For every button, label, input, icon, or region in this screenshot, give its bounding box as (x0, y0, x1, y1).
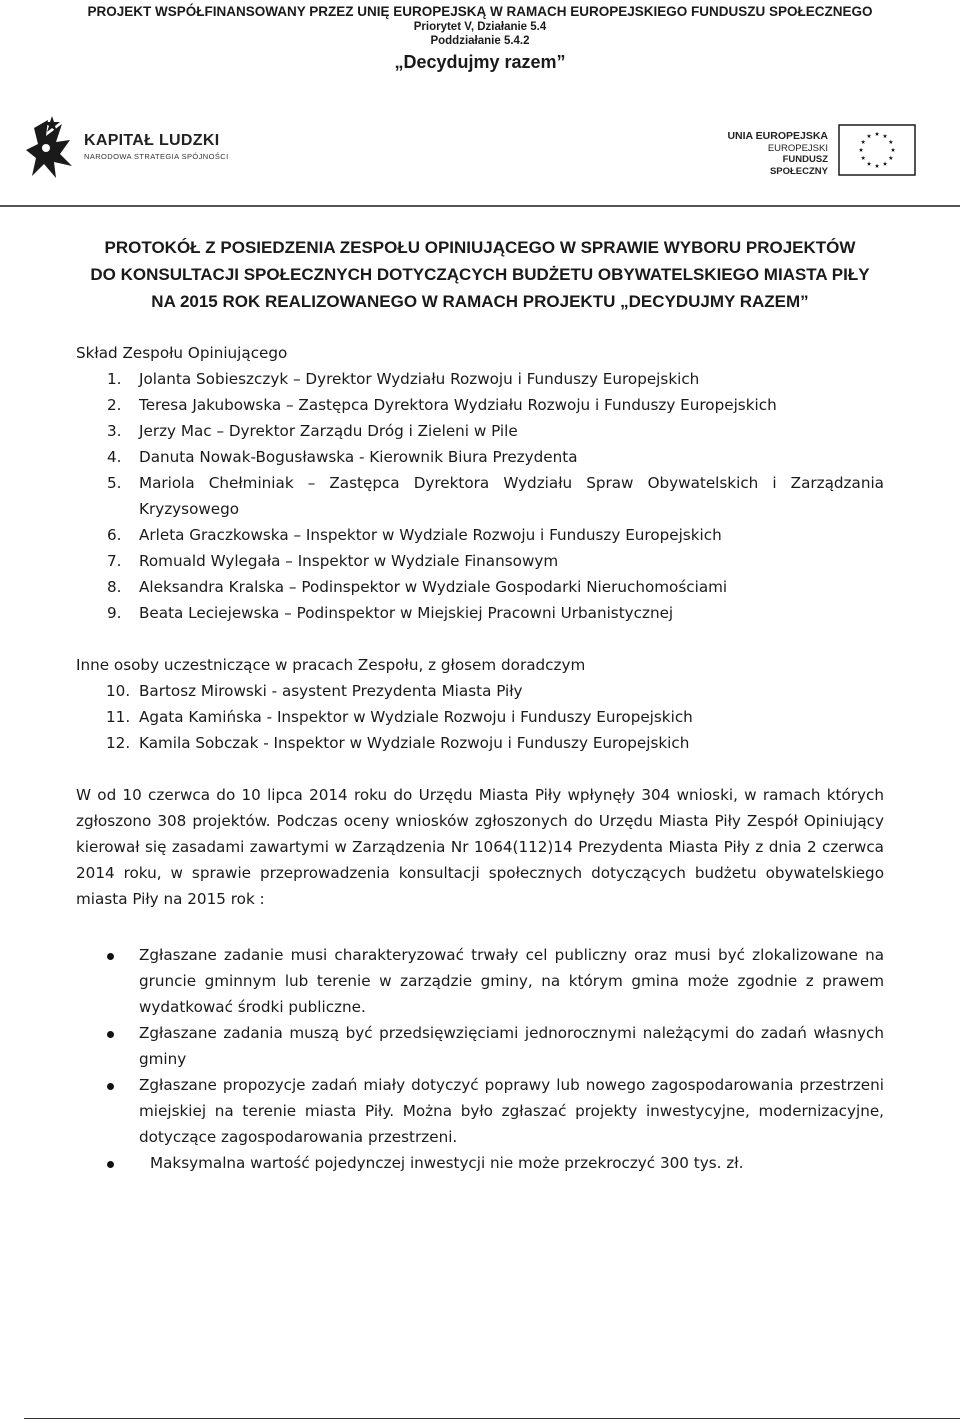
item-number: 4. (107, 448, 122, 466)
item-text: Arleta Graczkowska – Inspektor w Wydziale Rozwoju i Funduszy Europejskich (139, 526, 722, 544)
list-item (76, 366, 884, 392)
item-text: Zgłaszane zadanie musi charakteryzować trwały cel publiczny oraz musi być zlokalizowane na gruncie gminnym lub terenie w zarządzie gminy, na którym gmina może zgodnie z prawem wydatkować środki publiczne. (139, 946, 884, 1016)
item-text: Kamila Sobczak - Inspektor w Wydziale Rozwoju i Funduszy Europejskich (139, 734, 690, 752)
others-heading: Inne osoby uczestniczące w pracach Zespołu, z głosem doradczym (76, 656, 586, 674)
item-number: 12. (106, 734, 131, 752)
kapital-ludzki-name: KAPITAŁ LUDZKI (84, 132, 220, 149)
kapital-ludzki-logo (26, 112, 246, 180)
list-item (76, 942, 884, 1020)
header-divider (0, 205, 960, 207)
item-text: Teresa Jakubowska – Zastępca Dyrektora Wydziału Rozwoju i Funduszy Europejskich (139, 396, 777, 414)
list-item (76, 444, 884, 470)
item-text: Aleksandra Kralska – Podinspektor w Wydziale Gospodarki Nieruchomościami (139, 578, 728, 596)
composition-heading: Skład Zespołu Opiniującego (76, 344, 288, 362)
eu-fund-line2: FUNDUSZ SPOŁECZNY (769, 154, 828, 177)
item-text: Maksymalna wartość pojedynczej inwestycji nie może przekroczyć 300 tys. zł. (150, 1154, 744, 1172)
list-item (76, 730, 884, 756)
item-text: Romuald Wylegała – Inspektor w Wydziale Finansowym (139, 552, 559, 570)
item-number: 3. (107, 422, 122, 440)
document-title (60, 234, 900, 315)
title-line-3: NA 2015 ROK REALIZOWANEGO W RAMACH PROJEKTU „DECYDUJMY RAZEM” (151, 292, 809, 311)
others-list (76, 678, 884, 756)
item-number: 6. (107, 526, 122, 544)
item-text: Mariola Chełminiak – Zastępca Dyrektora Wydziału Spraw Obywatelskich i Zarządzania Kryzysowego (139, 474, 884, 518)
item-number: 11. (106, 708, 131, 726)
item-text: Bartosz Mirowski - asystent Prezydenta Miasta Piły (139, 682, 523, 700)
item-number: 7. (107, 552, 122, 570)
title-line-1: PROTOKÓŁ Z POSIEDZENIA ZESPOŁU OPINIUJĄCEGO W SPRAWIE WYBORU PROJEKTÓW (104, 238, 856, 257)
eu-flag-icon (838, 124, 916, 176)
funding-line: PROJEKT WSPÓŁFINANSOWANY PRZEZ UNIĘ EUROPEJSKĄ W RAMACH EUROPEJSKIEGO FUNDUSZU SPOŁECZNEGO (87, 4, 873, 19)
item-number: 8. (107, 578, 122, 596)
list-item (76, 418, 884, 444)
bullet-icon (107, 1031, 114, 1038)
item-text: Beata Leciejewska – Podinspektor w Miejskiej Pracowni Urbanistycznej (139, 604, 674, 622)
list-item (76, 522, 884, 548)
list-item (76, 1072, 884, 1150)
item-number: 9. (107, 604, 122, 622)
item-text: Agata Kamińska - Inspektor w Wydziale Rozwoju i Funduszy Europejskich (139, 708, 693, 726)
list-item (76, 678, 884, 704)
list-item (76, 392, 884, 418)
list-item (76, 548, 884, 574)
intro-paragraph: W od 10 czerwca do 10 lipca 2014 roku do Urzędu Miasta Piły wpłynęły 304 wnioski, w ramach których zgłoszono 308 projektów. Podczas oceny wniosków zgłoszonych do Urzędu Miasta Piły Zespół Opiniujący kierował się zasadami zawartymi w Zarządzenia Nr 1064(112)14 Prezydenta Miasta Piły z dnia 2 czerwca 2014 roku, w sprawie przeprowadzenia konsultacji społecznych dotyczących budżetu obywatelskiego miasta Piły na 2015 rok : (76, 786, 884, 908)
list-item (76, 574, 884, 600)
item-text: Zgłaszane zadania muszą być przedsięwzięciami jednorocznymi należącymi do zadań własnych gminy (139, 1024, 884, 1068)
members-list (76, 366, 884, 626)
bullet-icon (107, 1161, 114, 1168)
eu-name: UNIA EUROPEJSKA (727, 130, 828, 142)
list-item (76, 470, 884, 522)
eu-logo-text (722, 130, 828, 178)
eu-logo (722, 122, 922, 180)
document-body (76, 340, 884, 1176)
project-name: „Decydujmy razem” (394, 52, 566, 72)
list-item (76, 600, 884, 626)
bullet-icon (107, 953, 114, 960)
kapital-ludzki-emblem-icon (26, 114, 76, 180)
rules-list (76, 942, 884, 1176)
list-item (76, 1020, 884, 1072)
subaction-line: Poddziałanie 5.4.2 (430, 35, 530, 47)
list-item (76, 704, 884, 730)
item-number: 5. (107, 474, 122, 492)
item-number: 2. (107, 396, 122, 414)
kapital-ludzki-subtitle: NARODOWA STRATEGIA SPÓJNOŚCI (84, 152, 229, 161)
eu-fund-line1: EUROPEJSKI (767, 143, 828, 154)
priority-line: Priorytet V, Działanie 5.4 (413, 21, 547, 33)
item-text: Jolanta Sobieszczyk – Dyrektor Wydziału Rozwoju i Funduszy Europejskich (139, 370, 700, 388)
funding-header (0, 4, 960, 74)
bullet-icon (107, 1083, 114, 1090)
item-number: 1. (107, 370, 122, 388)
item-text: Jerzy Mac – Dyrektor Zarządu Dróg i Zieleni w Pile (139, 422, 518, 440)
footer-divider (24, 1418, 960, 1419)
item-number: 10. (106, 682, 131, 700)
title-line-2: DO KONSULTACJI SPOŁECZNYCH DOTYCZĄCYCH BUDŻETU OBYWATELSKIEGO MIASTA PIŁY (90, 265, 870, 284)
list-item (76, 1150, 884, 1176)
item-text: Danuta Nowak-Bogusławska - Kierownik Biura Prezydenta (139, 448, 578, 466)
item-text: Zgłaszane propozycje zadań miały dotyczyć poprawy lub nowego zagospodarowania przestrzeni miejskiej na terenie miasta Piły. Można było zgłaszać projekty inwestycyjne, modernizacyjne, dotyczące zagospodarowania przestrzeni. (139, 1076, 884, 1146)
